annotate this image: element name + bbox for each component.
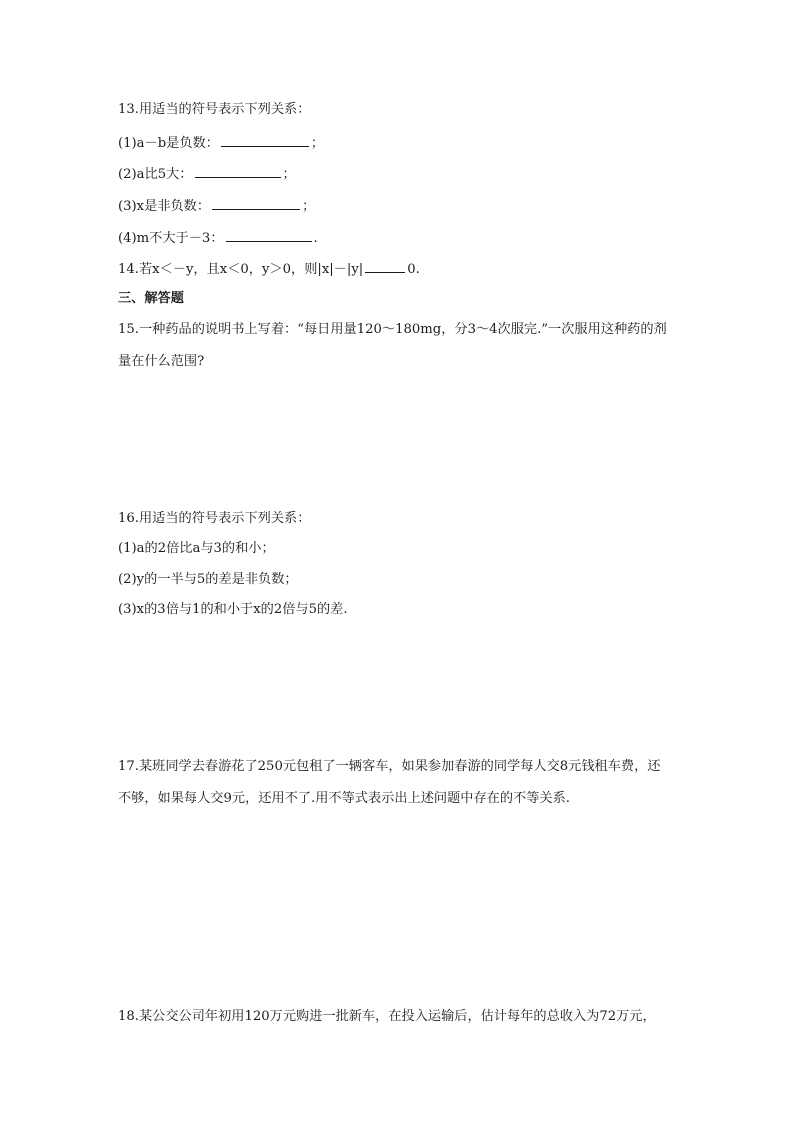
q15-line-2: 量在什么范围?	[118, 354, 205, 369]
answer-blank-5[interactable]	[365, 259, 405, 273]
q16-item-3: (3)x的3倍与1的和小于x的2倍与5的差.	[118, 602, 348, 617]
q17-line-1: 17.某班同学去春游花了250元包租了一辆客车，如果参加春游的同学每人交8元钱租车费，还	[118, 759, 661, 774]
q17-line-2: 不够，如果每人交9元，还用不了.用不等式表示出上述问题中存在的不等关系.	[118, 791, 570, 806]
q13-item-1-label: (1)a－b是负数：	[118, 136, 219, 151]
q13-stem: 13.用适当的符号表示下列关系：	[118, 102, 311, 117]
q18-line-1: 18.某公交公司年初用120万元购进一批新车，在投入运输后，估计每年的总收入为72万元，	[118, 1009, 656, 1024]
q13-item-4-label: (4)m不大于－3：	[118, 231, 224, 246]
q14-text: 14.若x＜－y，且x＜0，y＞0，则|x|－|y|	[118, 262, 364, 277]
answer-blank-3[interactable]	[212, 196, 300, 210]
q13-item-1-end: ；	[310, 136, 325, 151]
q13-item-3-end: ；	[302, 199, 316, 214]
q13-item-2	[118, 164, 296, 184]
q13-item-1	[118, 133, 324, 153]
q13-item-2-end: ；	[282, 167, 296, 182]
q16-item-2: (2)y的一半与5的差是非负数；	[118, 572, 298, 587]
answer-blank-1[interactable]	[221, 133, 309, 147]
q13-item-3-label: (3)x是非负数：	[118, 199, 211, 214]
section-title: 三、解答题	[118, 291, 184, 306]
q14-end: 0.	[407, 262, 420, 277]
q13-item-3	[118, 196, 315, 216]
q13-item-4-end: .	[313, 231, 318, 246]
q15-line-1: 15.一种药品的说明书上写着：“每日用量120～180mg，分3～4次服完.”一次服用这种药的剂	[118, 322, 667, 337]
q16-stem: 16.用适当的符号表示下列关系：	[118, 511, 311, 526]
q16-item-1: (1)a的2倍比a与3的和小；	[118, 541, 275, 556]
answer-blank-2[interactable]	[195, 164, 281, 178]
q14	[118, 259, 420, 279]
answer-blank-4[interactable]	[226, 228, 312, 242]
q13-item-4	[118, 228, 318, 248]
q13-item-2-label: (2)a比5大：	[118, 167, 193, 182]
